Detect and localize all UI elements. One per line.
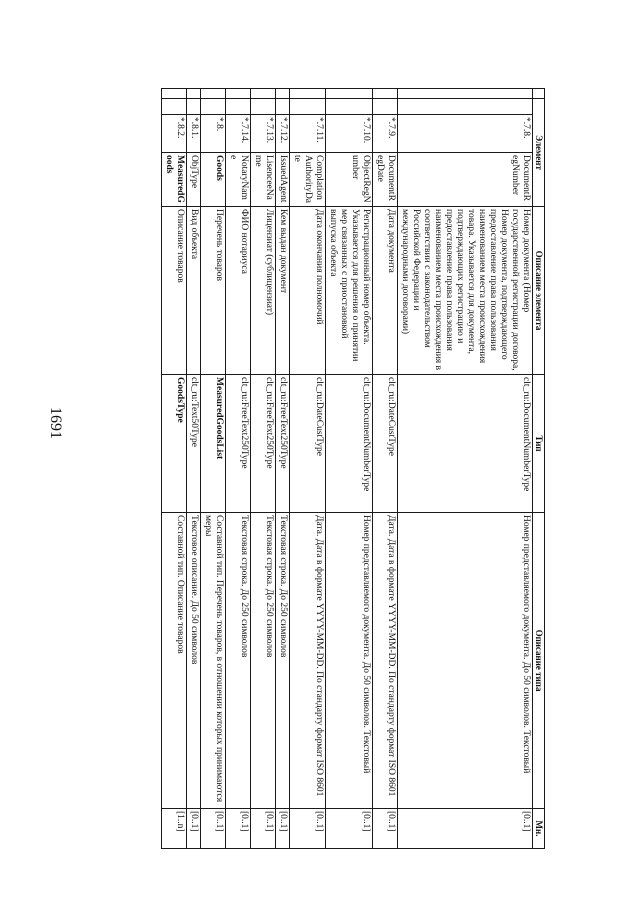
row-marker: *.8. <box>201 115 226 153</box>
row-gutter-2 <box>187 99 201 115</box>
row-type-description: Дата. Дата в формате YYYY-MM-DD. По стандарту формат ISO 8601 <box>373 513 398 809</box>
header-type-description: Описание типа <box>533 513 545 809</box>
row-gutter <box>226 89 251 99</box>
header-blank-a <box>533 89 545 99</box>
row-multiplicity: [0..1] <box>201 809 226 849</box>
row-gutter-2 <box>373 99 398 115</box>
row-gutter <box>326 89 373 99</box>
row-element-description: Кем выдан документ <box>276 207 290 375</box>
row-multiplicity: [0..1] <box>226 809 251 849</box>
row-type-description: Составной тип. Описание товаров <box>162 513 187 809</box>
row-element-description: Лицензиат (сублицензиат) <box>251 207 276 375</box>
row-type: clt_ru:Text50Type <box>187 375 201 513</box>
row-marker: *.7.9. <box>373 115 398 153</box>
row-type: clt_ru:FreeText250Type <box>276 375 290 513</box>
table-row <box>290 89 326 849</box>
header-element-description: Описание элемента <box>533 207 545 375</box>
row-multiplicity: [0..1] <box>276 809 290 849</box>
row-gutter-2 <box>201 99 226 115</box>
row-gutter <box>398 89 533 99</box>
row-element-name: ComplationAuthorityDate <box>290 153 326 207</box>
row-multiplicity: [0..1] <box>251 809 276 849</box>
row-multiplicity: [0..1] <box>398 809 533 849</box>
page-number: 1691 <box>47 407 64 439</box>
document-sheet <box>95 88 545 848</box>
row-marker: *.7.13. <box>251 115 276 153</box>
row-element-name: LisenceeName <box>251 153 276 207</box>
row-gutter <box>162 89 187 99</box>
row-type-description: Текстовая строка. До 250 символов <box>276 513 290 809</box>
row-gutter-2 <box>398 99 533 115</box>
table-row <box>251 89 276 849</box>
row-gutter <box>251 89 276 99</box>
row-multiplicity: [0..1] <box>373 809 398 849</box>
row-multiplicity: [1..n] <box>162 809 187 849</box>
row-marker: *.7.11. <box>290 115 326 153</box>
row-element-description: ФИО нотариуса <box>226 207 251 375</box>
row-gutter <box>187 89 201 99</box>
row-gutter-2 <box>326 99 373 115</box>
row-gutter-2 <box>290 99 326 115</box>
row-multiplicity: [0..1] <box>290 809 326 849</box>
row-element-name: DocumentRegNumber <box>398 153 533 207</box>
table-row <box>226 89 251 849</box>
row-element-description: Дата документа <box>373 207 398 375</box>
row-type: GoodsType <box>162 375 187 513</box>
row-type: clt_ru:DocumentNumberType <box>398 375 533 513</box>
row-element-description: Регистрационный номер объекта. Указывается для решения о принятии мер связанных с приостановкой выпуска объекта <box>326 207 373 375</box>
row-type: clt_ru:DateCustType <box>373 375 398 513</box>
table-row <box>373 89 398 849</box>
row-type-description: Текстовая строка. До 250 символов <box>251 513 276 809</box>
row-element-description: Номер документа (Номер государственной регистрации договора, Номер документа, подтверждающего предоставление права пользования наименованием места происхождения товара. Указывается для документа, подтверждающих регистрацию и предоставление права пользования наименованием места происхождения в соответствии с законодательством Российской Федерации и международными договорами) <box>398 207 533 375</box>
table-row <box>201 89 226 849</box>
row-type: clt_ru:DocumentNumberType <box>326 375 373 513</box>
table-row <box>187 89 201 849</box>
row-element-description: Дата окончания полномочий <box>290 207 326 375</box>
row-type-description: Дата. Дата в формате YYYY-MM-DD. По стандарту формат ISO 8601 <box>290 513 326 809</box>
row-type-description: Текстовое описание. До 50 символов <box>187 513 201 809</box>
row-type-description: Номер представляемого документа. До 50 символов. Текстовый <box>398 513 533 809</box>
table-row <box>398 89 533 849</box>
row-multiplicity: [0..1] <box>326 809 373 849</box>
row-type-description: Составной тип. Перечень товаров, в отношении которых принимаются меры <box>201 513 226 809</box>
row-type: clt_ru:FreeText250Type <box>226 375 251 513</box>
row-gutter-2 <box>226 99 251 115</box>
row-element-description: Вид объекта <box>187 207 201 375</box>
row-element-name: MeasuredGoods <box>162 153 187 207</box>
row-gutter <box>373 89 398 99</box>
table-row <box>162 89 187 849</box>
row-marker: *.7.10. <box>326 115 373 153</box>
rotated-table-container <box>95 88 545 848</box>
elements-table <box>161 88 545 849</box>
row-marker: *.8.2. <box>162 115 187 153</box>
table-body <box>162 89 533 849</box>
row-element-name: IssuedAgent <box>276 153 290 207</box>
row-gutter <box>201 89 226 99</box>
row-type-description: Номер представляемого документа. До 50 символов. Текстовый <box>326 513 373 809</box>
row-type-description: Текстовая строка. До 250 символов <box>226 513 251 809</box>
row-element-name: Goods <box>201 153 226 207</box>
header-multiplicity: Мн. <box>533 809 545 849</box>
row-type: clt_ru:DateCustType <box>290 375 326 513</box>
row-gutter <box>290 89 326 99</box>
table-header-row <box>533 89 545 849</box>
row-gutter-2 <box>276 99 290 115</box>
row-element-name: DocumentRegDate <box>373 153 398 207</box>
row-element-name: ObjectRegNumber <box>326 153 373 207</box>
row-element-description: Описание товаров <box>162 207 187 375</box>
table-row <box>276 89 290 849</box>
row-gutter <box>276 89 290 99</box>
row-marker: *.7.12. <box>276 115 290 153</box>
row-element-name: NotaryName <box>226 153 251 207</box>
row-marker: *.7.8. <box>398 115 533 153</box>
row-type: clt_ru:FreeText250Type <box>251 375 276 513</box>
row-marker: *.7.14. <box>226 115 251 153</box>
row-element-description: Перечень товаров <box>201 207 226 375</box>
header-type: Тип <box>533 375 545 513</box>
row-gutter-2 <box>162 99 187 115</box>
row-element-name: ObjType <box>187 153 201 207</box>
row-gutter-2 <box>251 99 276 115</box>
row-type: MeasuredGoodsList <box>201 375 226 513</box>
header-element: Элемент <box>533 99 545 207</box>
row-marker: *.8.1. <box>187 115 201 153</box>
row-multiplicity: [0..1] <box>187 809 201 849</box>
table-row <box>326 89 373 849</box>
